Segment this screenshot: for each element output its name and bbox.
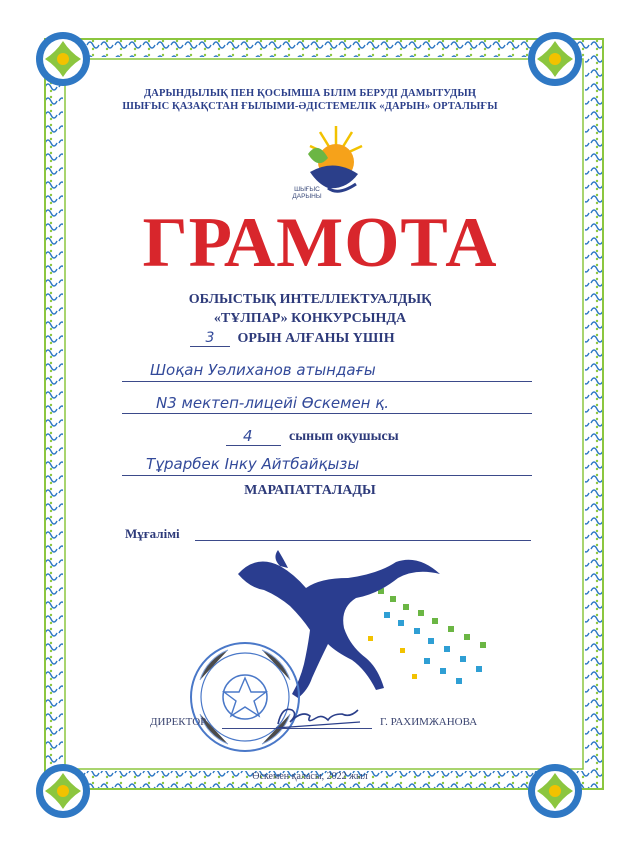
director-name: Г. РАХИМЖАНОВА [380, 716, 478, 728]
corner-ornament-icon [526, 762, 584, 820]
contest-line-1: ОБЛЫСТЫҚ ИНТЕЛЛЕКТУАЛДЫҚ [188, 292, 432, 307]
place-text: ОРЫН АЛҒАНЫ ҮШІН [237, 331, 395, 346]
teacher-label: Мұғалімі [125, 526, 180, 541]
teacher-underline [195, 540, 531, 541]
corner-ornament-icon [526, 30, 584, 88]
grade-text: сынып оқушысы [289, 429, 399, 444]
underline [122, 475, 532, 476]
underline [122, 413, 532, 414]
place-row [190, 330, 490, 347]
place-value: 3 [190, 330, 230, 347]
organization-line-1: ДАРЫНДЫЛЫҚ ПЕН ҚОСЫМША БІЛІМ БЕРУДІ ДАМЫТУДЫҢ [143, 88, 477, 99]
school-line-2: N3 мектеп-лицейі Өскемен қ. [156, 394, 390, 412]
underline [122, 381, 532, 382]
certificate-title: ГРАМОТА [142, 204, 498, 282]
contest-line-2: «ТҰЛПАР» КОНКУРСЫНДА [213, 311, 407, 326]
awarded-text: МАРАПАТТАЛАДЫ [244, 483, 376, 498]
logo-caption: ШЫҒЫС ДАРЫНЫ [292, 186, 322, 200]
underline [226, 445, 281, 446]
official-stamp [188, 640, 302, 754]
corner-ornament-icon [34, 762, 92, 820]
student-name: Тұрарбек Інку Айтбайқызы [146, 455, 360, 473]
signature-line [222, 728, 372, 729]
organization-line-2: ШЫҒЫС ҚАЗАҚСТАН ҒЫЛЫМИ-ӘДІСТЕМЕЛІК «ДАРЫН» ОРТАЛЫҒЫ [122, 101, 498, 112]
school-line-1: Шоқан Уәлиханов атындағы [150, 361, 376, 379]
footer-place-year: Өскемен қаласы, 2022 жыл [252, 771, 368, 782]
director-label: ДИРЕКТОР [150, 716, 207, 728]
grade-value: 4 [243, 427, 253, 445]
corner-ornament-icon [34, 30, 92, 88]
